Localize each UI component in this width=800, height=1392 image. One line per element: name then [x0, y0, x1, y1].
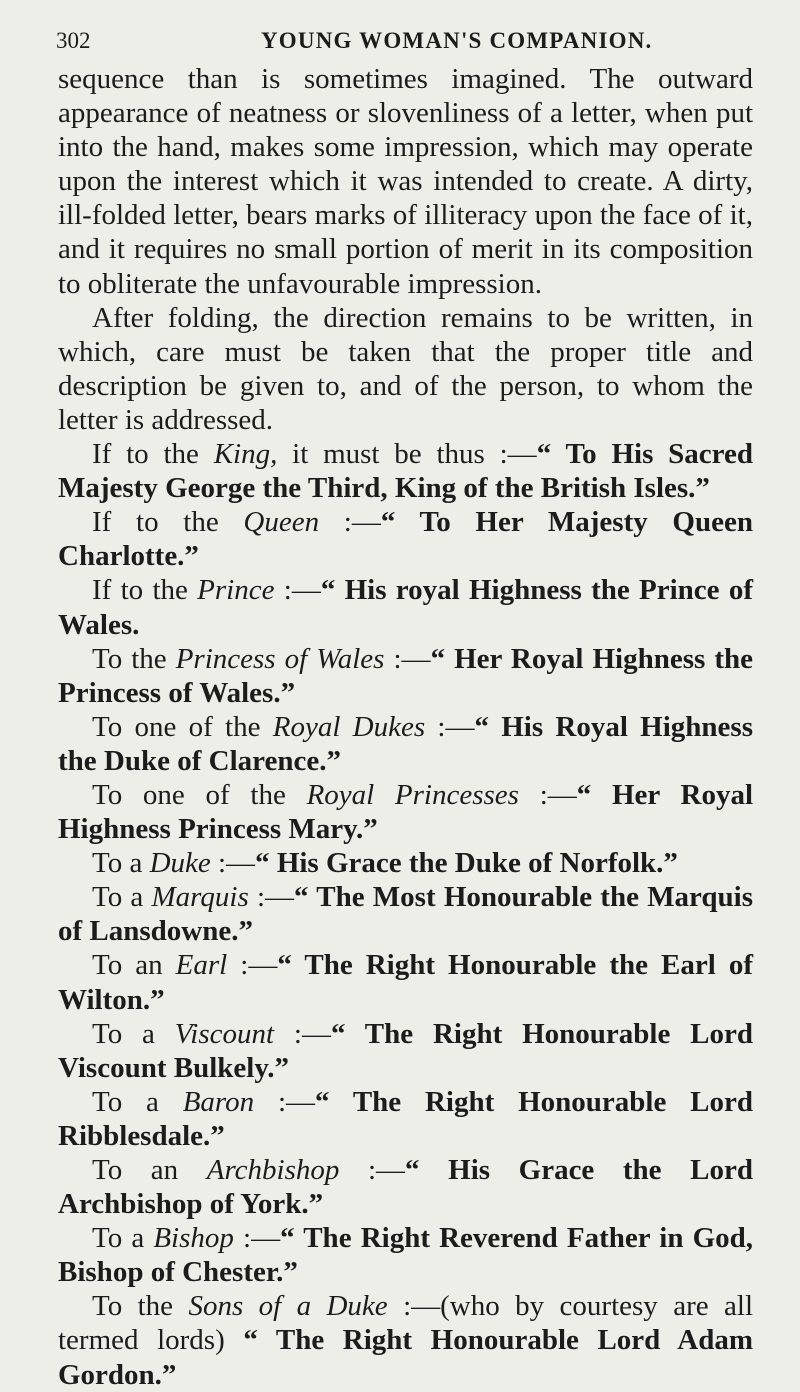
- paragraph: [58, 1221, 753, 1289]
- paragraph: [58, 846, 753, 880]
- address-form: “ The Right Honourable Lord Adam Gordon.”: [58, 1324, 754, 1391]
- address-form: “ His Royal Highness the Duke of Clarence.”: [58, 710, 753, 777]
- addressee-title: Archbishop: [206, 1154, 340, 1186]
- address-form: “ The Right Honourable Lord Ribblesdale.”: [58, 1085, 753, 1152]
- running-head: [56, 14, 736, 54]
- address-form: “ The Most Honourable the Marquis of Lansdowne.”: [58, 881, 754, 948]
- paragraph: [58, 62, 753, 301]
- paragraph: [58, 1017, 753, 1085]
- address-form: “ To Her Majesty Queen Charlotte.”: [58, 506, 753, 573]
- body-text-run: :—: [248, 881, 295, 914]
- addressee-title: Queen: [243, 506, 320, 539]
- body-text-run: To a: [92, 1017, 175, 1050]
- body-text-run: To a: [92, 847, 150, 880]
- body-text-run: If to the: [92, 574, 198, 607]
- body-text-run: To an: [92, 1154, 207, 1186]
- address-form: “ Her Royal Highness Princess Mary.”: [58, 778, 753, 846]
- addressee-title: Royal Dukes: [272, 710, 426, 743]
- body-text-run: :—: [274, 574, 321, 607]
- body-text-run: :—: [384, 642, 431, 675]
- body-text-run: If to the: [92, 438, 214, 471]
- body-text-run: :—(who by courtesy are all termed lords): [58, 1290, 753, 1357]
- paragraph: [58, 505, 753, 573]
- addressee-title: Prince: [197, 574, 275, 607]
- body-text-run: To one of the: [92, 778, 307, 811]
- body-text-run: To one of the: [92, 710, 273, 743]
- addressee-title: King,: [213, 438, 278, 471]
- addressee-title: Baron: [182, 1085, 255, 1118]
- paragraph: [58, 1289, 753, 1391]
- address-form: “ His royal Highness the Prince of Wales.: [58, 574, 753, 641]
- body-text-run: sequence than is sometimes imagined. The outward appearance of neatness or slovenliness of a letter, when put into the hand, makes some impression, which may operate upon the interest which it was intended to create. A dirty, ill-folded letter, bears marks of illiteracy upon the face of it, and it requires no small portion of merit in its composition to obliterate the unfavourable impression.: [58, 63, 753, 300]
- addressee-title: Duke: [149, 847, 211, 880]
- body-text-run: To a: [92, 1222, 154, 1255]
- body-text-run: If to the: [92, 506, 244, 539]
- body-text-run: To a: [92, 881, 152, 914]
- address-form: “ The Right Honourable Lord Viscount Bulkely.”: [58, 1017, 753, 1084]
- paragraph: [58, 301, 753, 437]
- body-text-run: :—: [339, 1154, 406, 1186]
- address-form: “ The Right Reverend Father in God, Bishop of Chester.”: [58, 1222, 754, 1289]
- paragraph: [58, 1153, 753, 1221]
- body-text-run: :—: [227, 949, 278, 982]
- paragraph: [58, 573, 753, 641]
- page-number: 302: [56, 28, 91, 53]
- body-text-run: :—: [210, 847, 256, 880]
- paragraph: [58, 778, 753, 846]
- paragraph: [58, 948, 753, 1016]
- body-text-run: To the: [92, 1290, 189, 1323]
- paragraph: [58, 1085, 753, 1153]
- addressee-title: Marquis: [151, 881, 249, 914]
- body-text-run: it must be thus :—: [277, 438, 537, 471]
- body-text-run: After folding, the direction remains to be written, in which, care must be taken that the proper title and description be given to, and of the person, to whom the letter is addressed.: [58, 301, 753, 436]
- body-text-run: :—: [518, 778, 577, 811]
- body-text-run: :—: [425, 710, 475, 743]
- body-text-run: :—: [319, 506, 381, 539]
- body-text-run: To the: [92, 642, 176, 675]
- body-text-run: To a: [92, 1085, 183, 1118]
- addressee-title: Royal Princesses: [306, 778, 519, 811]
- address-form: “ To His Sacred Majesty George the Third, King of the British Isles.”: [58, 438, 753, 505]
- running-title: YOUNG WOMAN'S COMPANION.: [261, 28, 653, 53]
- body-text-run: :—: [233, 1222, 281, 1255]
- paragraph: [58, 437, 753, 505]
- addressee-title: Princess of Wales: [175, 642, 385, 675]
- address-form: “ The Right Honourable the Earl of Wilton.”: [58, 949, 754, 1016]
- addressee-title: Bishop: [153, 1222, 234, 1255]
- paragraph: [58, 710, 753, 778]
- paragraph: [58, 642, 753, 710]
- addressee-title: Sons of a Duke: [188, 1290, 388, 1323]
- body-text-run: :—: [254, 1085, 316, 1118]
- body-text-run: :—: [274, 1017, 331, 1050]
- addressee-title: Viscount: [174, 1017, 275, 1050]
- address-form: “ Her Royal Highness the Princess of Wales.”: [58, 642, 753, 709]
- body-text-run: To an: [92, 949, 176, 982]
- address-form: “ His Grace the Duke of Norfolk.”: [255, 847, 678, 880]
- address-form: “ His Grace the Lord Archbishop of York.”: [58, 1154, 753, 1221]
- paragraph: [58, 880, 753, 948]
- addressee-title: Earl: [175, 949, 228, 982]
- body-text: [58, 62, 753, 1392]
